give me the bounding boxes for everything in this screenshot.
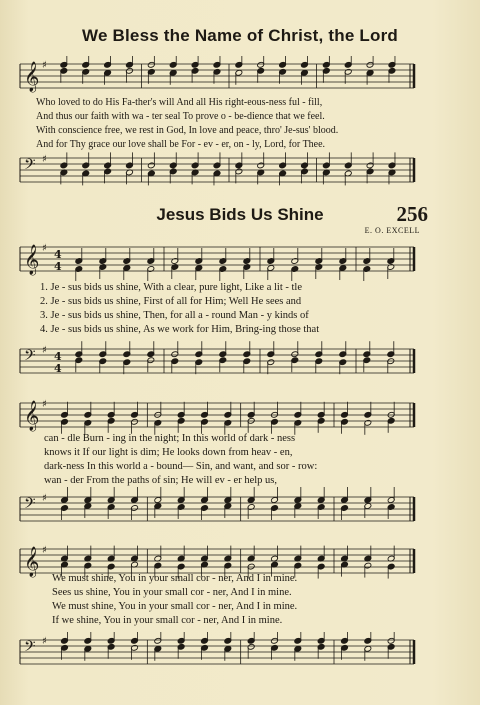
- time-signature: 4: [54, 260, 62, 273]
- treble-staff: [18, 236, 418, 282]
- lyric-verse: [44, 432, 418, 488]
- sharp-icon: ♯: [42, 345, 47, 356]
- lyric-line: dark-ness In this world a - bound— Sin, and want, and sor - row:: [44, 461, 318, 472]
- lyric-verse: [36, 96, 410, 152]
- lyric-line: Sees us shine, You in your small cor - ner, And I in mine.: [52, 587, 292, 598]
- bass-staff: [18, 486, 418, 532]
- lyric-line: We must shine, You in your small cor - ner, And I in mine.: [52, 573, 298, 584]
- sharp-icon: ♯: [42, 636, 47, 647]
- bass-staff: [18, 150, 418, 190]
- sharp-icon: ♯: [42, 243, 47, 254]
- sharp-icon: ♯: [42, 60, 47, 71]
- composer-credit: E. O. EXCELL: [364, 226, 420, 235]
- lyric-line: We must shine, You in your small cor - ner, And I in mine.: [52, 601, 298, 612]
- bass-clef-icon: 𝄢: [24, 156, 36, 177]
- lyric-line: And thus our faith with wa - ter seal To prove o - be-dience that we feel.: [36, 111, 325, 122]
- sharp-icon: ♯: [42, 493, 47, 504]
- lyric-line: knows it If our light is dim; He looks down from heav - en,: [44, 447, 293, 458]
- lyric-line: If we shine, You in your small cor - ner, And I in mine.: [52, 615, 283, 626]
- sharp-icon: ♯: [42, 399, 47, 410]
- time-signature: 4: [54, 350, 62, 363]
- treble-staff: [18, 56, 418, 96]
- sharp-icon: ♯: [42, 154, 47, 165]
- lyric-verse: [52, 572, 426, 628]
- treble-clef-icon: 𝄞: [24, 401, 40, 431]
- treble-clef-icon: 𝄞: [24, 547, 40, 577]
- lyric-line: wan - der From the paths of sin; He will ev - er help us,: [44, 475, 277, 486]
- lyric-line: With conscience free, we rest in God, In love and peace, thro' Je-sus' blood.: [36, 125, 339, 136]
- lyric-line: And for Thy grace our love shall be For - ev - er, on - ly, Lord, for Thee.: [36, 139, 326, 150]
- lyric-line: 2. Je - sus bids us shine, First of all for Him; Well He sees and: [40, 296, 302, 307]
- hymn-title: Jesus Bids Us Shine: [156, 205, 324, 224]
- sharp-icon: ♯: [42, 545, 47, 556]
- lyric-line: 3. Je - sus bids us shine, Then, for all a - round Man - y kinds of: [40, 310, 309, 321]
- treble-clef-icon: 𝄞: [24, 62, 40, 92]
- treble-clef-icon: 𝄞: [24, 245, 40, 275]
- lyric-line: Who loved to do His Fa-ther's will And all His right-eous-ness ful - fill,: [36, 97, 323, 108]
- lyric-line: 1. Je - sus bids us shine, With a clear, pure light, Like a lit - tle: [40, 282, 302, 293]
- bass-clef-icon: 𝄢: [24, 347, 36, 368]
- time-signature: 4: [54, 362, 62, 375]
- hymn-title: We Bless the Name of Christ, the Lord: [82, 26, 398, 45]
- lyric-line: can - dle Burn - ing in the night; In this world of dark - ness: [44, 433, 296, 444]
- bass-clef-icon: 𝄢: [24, 638, 36, 659]
- lyric-line: 4. Je - sus bids us shine, As we work for Him, Bring-ing those that: [40, 324, 320, 335]
- hymn-number: 256: [396, 202, 428, 226]
- bass-staff: [18, 338, 418, 384]
- bass-clef-icon: 𝄢: [24, 495, 36, 516]
- bass-staff: [18, 632, 418, 672]
- time-signature: 4: [54, 248, 62, 261]
- lyric-verse: [40, 281, 414, 337]
